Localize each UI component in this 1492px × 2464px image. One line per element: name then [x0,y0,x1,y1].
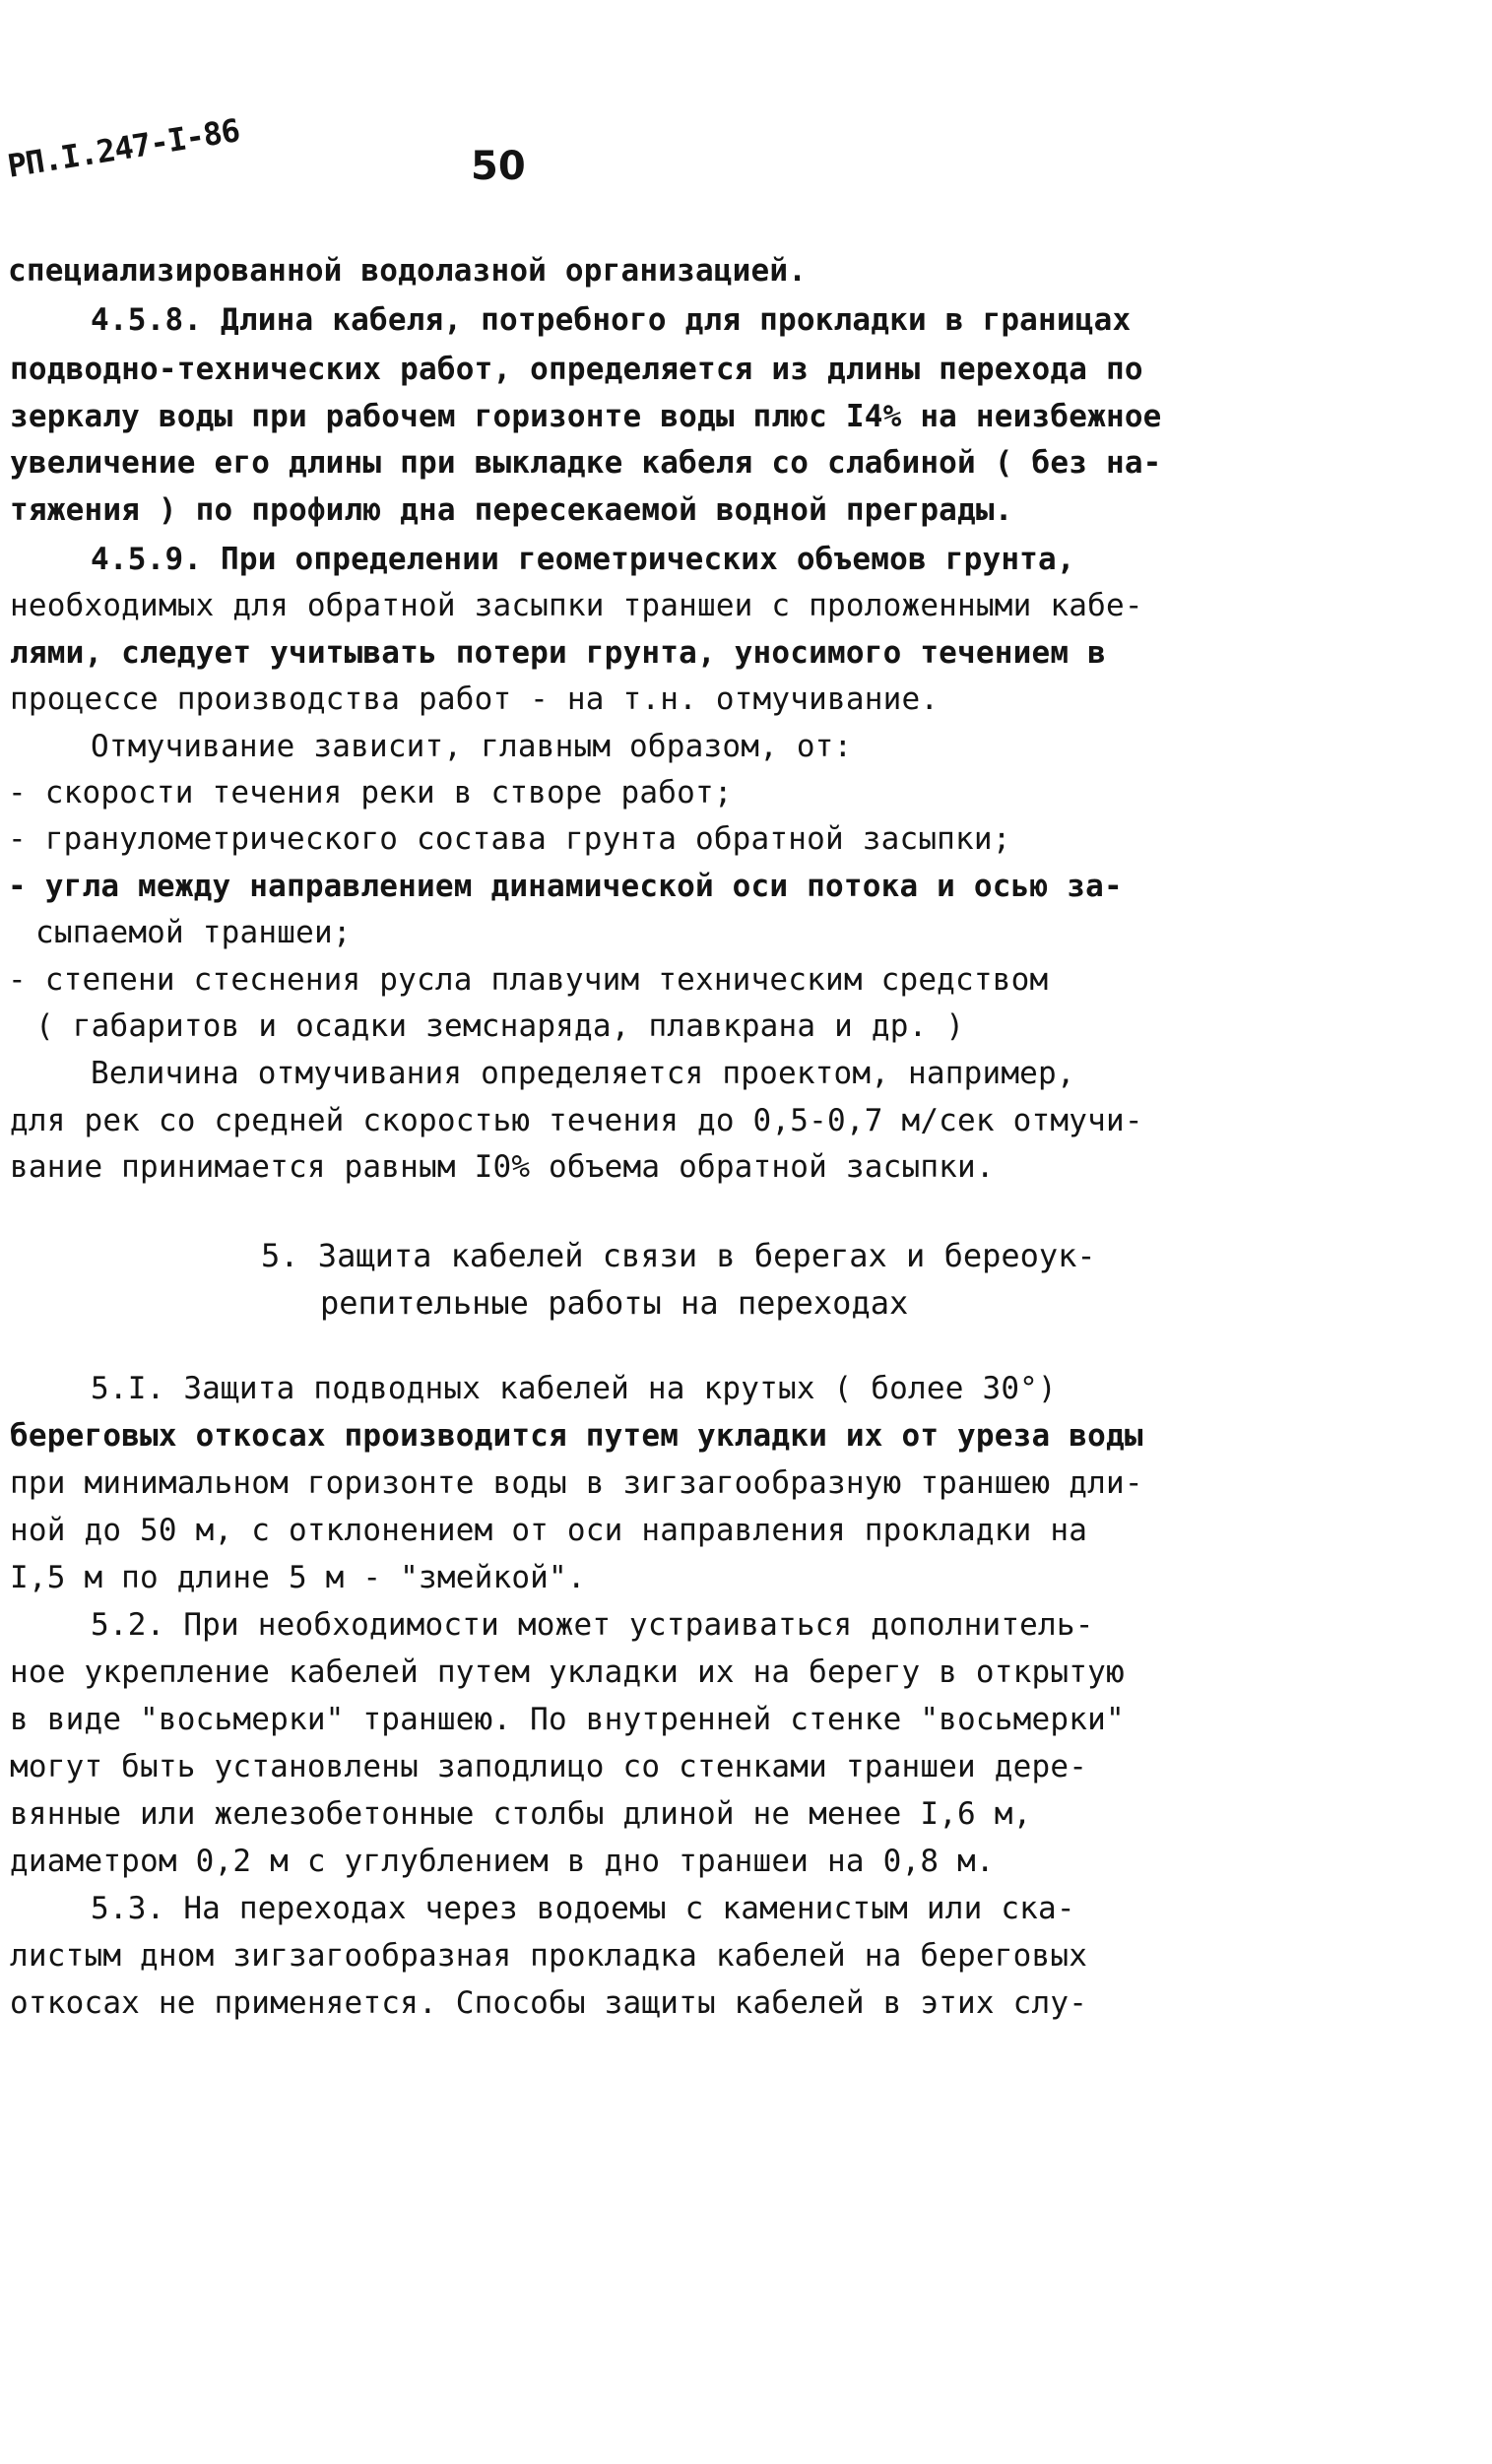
text-line: лями, следует учитывать потери грунта, уносимого течением в [10,635,1106,671]
text-line: зеркалу воды при рабочем горизонте воды плюс I4% на неизбежное [10,399,1162,434]
text-line: процессе производства работ - на т.н. отмучивание. [10,681,940,717]
section-heading: 5. Защита кабелей связи в берегах и береоук- [261,1237,1096,1274]
list-item-continuation: сыпаемой траншеи; [35,915,352,950]
text-line: подводно-технических работ, определяется из длины перехода по [10,352,1143,387]
text-line: откосах не применяется. Способы защиты кабелей в этих слу- [10,1985,1088,2021]
text-line: береговых откосах производится путем укладки их от уреза воды [10,1418,1143,1454]
list-item-continuation: ( габаритов и осадки земснаряда, плавкрана и др. ) [35,1008,965,1044]
text-line: в виде "восьмерки" траншею. По внутренней стенке "восьмерки" [10,1702,1125,1737]
text-line: 5.2. При необходимости может устраиваться дополнитель- [91,1607,1094,1643]
section-heading-continuation: репительные работы на переходах [320,1284,909,1322]
text-line: для рек со средней скоростью течения до 0,5-0,7 м/сек отмучи- [10,1103,1143,1138]
text-line: ной до 50 м, с отклонением от оси направления прокладки на [10,1513,1088,1548]
text-line: Величина отмучивания определяется проектом, например, [91,1056,1075,1091]
text-line: могут быть установлены заподлицо со стенками траншеи дере- [10,1749,1088,1784]
text-line: специализированной водолазной организацией. [8,253,808,289]
text-line: 4.5.8. Длина кабеля, потребного для прокладки в границах [91,302,1132,338]
text-line: листым дном зигзагообразная прокладка кабелей на береговых [10,1938,1088,1974]
text-line: 4.5.9. При определении геометрических объемов грунта, [91,542,1075,577]
text-line: Отмучивание зависит, главным образом, от: [91,729,853,764]
text-line: тяжения ) по профилю дна пересекаемой водной преграды. [10,492,1013,528]
text-line: 5.I. Защита подводных кабелей на крутых ( более 30°) [91,1371,1057,1406]
list-item: - скорости течения реки в створе работ; [8,775,733,811]
list-item: - гранулометрического состава грунта обратной засыпки; [8,821,1011,857]
text-line: при минимальном горизонте воды в зигзагообразную траншею дли- [10,1465,1143,1501]
text-line: 5.3. На переходах через водоемы с каменистым или ска- [91,1891,1075,1926]
text-line: увеличение его длины при выкладке кабеля со слабиной ( без на- [10,445,1162,481]
text-line: необходимых для обратной засыпки траншеи с проложенными кабе- [10,588,1143,623]
text-line: вянные или железобетонные столбы длиной не менее I,6 м, [10,1796,1032,1832]
text-line: ное укрепление кабелей путем укладки их на берегу в открытую [10,1654,1125,1690]
document-code: РП.I.247-I-86 [5,111,242,185]
text-line: диаметром 0,2 м с углублением в дно траншеи на 0,8 м. [10,1844,995,1879]
text-line: I,5 м по длине 5 м - "змейкой". [10,1560,586,1595]
text-line: вание принимается равным I0% объема обратной засыпки. [10,1149,995,1185]
list-item: - степени стеснения русла плавучим техническим средством [8,962,1049,998]
list-item: - угла между направлением динамической оси потока и осью за- [8,869,1123,904]
page-number: 50 [471,144,526,189]
